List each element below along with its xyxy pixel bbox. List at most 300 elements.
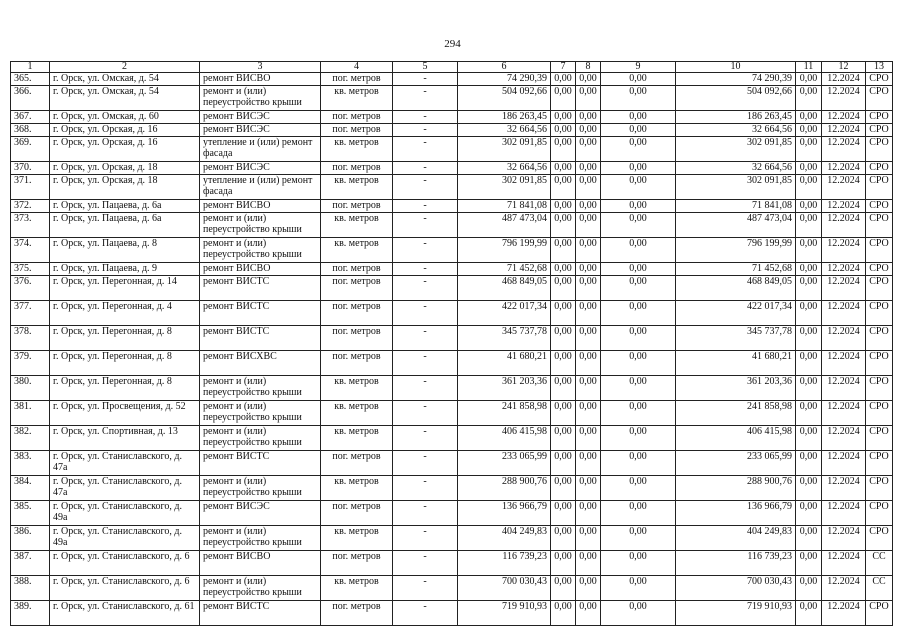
method-cell: СРО: [866, 276, 893, 301]
total-cell: 302 091,85: [676, 175, 796, 200]
unit-cell: кв. метров: [321, 86, 393, 111]
amount-cell: 0,00: [601, 601, 676, 626]
total-cell: 345 737,78: [676, 326, 796, 351]
unit-cell: пог. метров: [321, 111, 393, 124]
amount-cell: 0,00: [796, 73, 822, 86]
address-cell: г. Орск, ул. Пацаева, д. 9: [50, 263, 200, 276]
address-cell: г. Орск, ул. Перегонная, д. 4: [50, 301, 200, 326]
row-number-cell: 380.: [11, 376, 50, 401]
method-cell: СРО: [866, 401, 893, 426]
address-cell: г. Орск, ул. Орская, д. 16: [50, 137, 200, 162]
amount-cell: 0,00: [796, 238, 822, 263]
method-cell: СРО: [866, 501, 893, 526]
amount-cell: 0,00: [551, 526, 576, 551]
unit-cell: пог. метров: [321, 263, 393, 276]
amount-cell: 0,00: [576, 263, 601, 276]
total-cell: 406 415,98: [676, 426, 796, 451]
work-type-cell: ремонт ВИСЭС: [200, 124, 321, 137]
amount-cell: 0,00: [796, 451, 822, 476]
address-cell: г. Орск, ул. Орская, д. 18: [50, 175, 200, 200]
quantity-cell: -: [393, 326, 458, 351]
method-cell: СРО: [866, 601, 893, 626]
amount-cell: 0,00: [551, 162, 576, 175]
amount-cell: 0,00: [551, 200, 576, 213]
amount-cell: 0,00: [551, 451, 576, 476]
total-cell: 186 263,45: [676, 111, 796, 124]
quantity-cell: -: [393, 111, 458, 124]
cost-cell: 302 091,85: [458, 137, 551, 162]
amount-cell: 0,00: [551, 73, 576, 86]
deadline-cell: 12.2024: [822, 86, 866, 111]
amount-cell: 0,00: [601, 551, 676, 576]
deadline-cell: 12.2024: [822, 124, 866, 137]
work-type-cell: ремонт ВИСЭС: [200, 501, 321, 526]
amount-cell: 0,00: [601, 263, 676, 276]
amount-cell: 0,00: [576, 351, 601, 376]
row-number-cell: 385.: [11, 501, 50, 526]
repair-register-table: [10, 61, 893, 626]
deadline-cell: 12.2024: [822, 137, 866, 162]
deadline-cell: 12.2024: [822, 213, 866, 238]
method-cell: СРО: [866, 426, 893, 451]
work-type-cell: ремонт и (или) переустройство крыши: [200, 526, 321, 551]
work-type-cell: ремонт ВИСТС: [200, 276, 321, 301]
deadline-cell: 12.2024: [822, 376, 866, 401]
table-row: [11, 376, 893, 401]
method-cell: СС: [866, 551, 893, 576]
amount-cell: 0,00: [796, 175, 822, 200]
unit-cell: кв. метров: [321, 401, 393, 426]
amount-cell: 0,00: [601, 301, 676, 326]
amount-cell: 0,00: [576, 175, 601, 200]
column-number-header: 13: [866, 62, 893, 73]
cost-cell: 71 841,08: [458, 200, 551, 213]
cost-cell: 288 900,76: [458, 476, 551, 501]
total-cell: 32 664,56: [676, 162, 796, 175]
work-type-cell: ремонт ВИСТС: [200, 301, 321, 326]
total-cell: 71 841,08: [676, 200, 796, 213]
work-type-cell: ремонт ВИСЭС: [200, 162, 321, 175]
address-cell: г. Орск, ул. Омская, д. 60: [50, 111, 200, 124]
work-type-cell: ремонт ВИСТС: [200, 451, 321, 476]
method-cell: СРО: [866, 200, 893, 213]
work-type-cell: ремонт ВИСВО: [200, 73, 321, 86]
address-cell: г. Орск, ул. Пацаева, д. 6а: [50, 213, 200, 238]
quantity-cell: -: [393, 263, 458, 276]
deadline-cell: 12.2024: [822, 401, 866, 426]
total-cell: 487 473,04: [676, 213, 796, 238]
amount-cell: 0,00: [601, 576, 676, 601]
quantity-cell: -: [393, 301, 458, 326]
amount-cell: 0,00: [601, 326, 676, 351]
table-row: [11, 426, 893, 451]
amount-cell: 0,00: [601, 451, 676, 476]
work-type-cell: ремонт ВИСЭС: [200, 111, 321, 124]
total-cell: 302 091,85: [676, 137, 796, 162]
deadline-cell: 12.2024: [822, 175, 866, 200]
row-number-cell: 372.: [11, 200, 50, 213]
total-cell: 422 017,34: [676, 301, 796, 326]
amount-cell: 0,00: [601, 376, 676, 401]
column-number-header-row: [11, 62, 893, 73]
table-row: [11, 137, 893, 162]
total-cell: 468 849,05: [676, 276, 796, 301]
amount-cell: 0,00: [796, 526, 822, 551]
table-row: [11, 276, 893, 301]
total-cell: 361 203,36: [676, 376, 796, 401]
deadline-cell: 12.2024: [822, 73, 866, 86]
total-cell: 71 452,68: [676, 263, 796, 276]
unit-cell: пог. метров: [321, 551, 393, 576]
amount-cell: 0,00: [796, 601, 822, 626]
method-cell: СРО: [866, 476, 893, 501]
amount-cell: 0,00: [601, 124, 676, 137]
amount-cell: 0,00: [576, 301, 601, 326]
work-type-cell: ремонт и (или) переустройство крыши: [200, 376, 321, 401]
amount-cell: 0,00: [796, 476, 822, 501]
quantity-cell: -: [393, 238, 458, 263]
amount-cell: 0,00: [576, 376, 601, 401]
unit-cell: пог. метров: [321, 162, 393, 175]
cost-cell: 796 199,99: [458, 238, 551, 263]
address-cell: г. Орск, ул. Станиславского, д. 6: [50, 551, 200, 576]
amount-cell: 0,00: [576, 601, 601, 626]
work-type-cell: ремонт и (или) переустройство крыши: [200, 401, 321, 426]
unit-cell: кв. метров: [321, 476, 393, 501]
amount-cell: 0,00: [796, 263, 822, 276]
unit-cell: пог. метров: [321, 200, 393, 213]
address-cell: г. Орск, ул. Пацаева, д. 8: [50, 238, 200, 263]
table-row: [11, 576, 893, 601]
quantity-cell: -: [393, 476, 458, 501]
unit-cell: кв. метров: [321, 426, 393, 451]
amount-cell: 0,00: [601, 111, 676, 124]
quantity-cell: -: [393, 501, 458, 526]
row-number-cell: 382.: [11, 426, 50, 451]
cost-cell: 41 680,21: [458, 351, 551, 376]
column-number-header: 12: [822, 62, 866, 73]
quantity-cell: -: [393, 73, 458, 86]
amount-cell: 0,00: [601, 137, 676, 162]
deadline-cell: 12.2024: [822, 601, 866, 626]
amount-cell: 0,00: [551, 124, 576, 137]
cost-cell: 233 065,99: [458, 451, 551, 476]
row-number-cell: 366.: [11, 86, 50, 111]
amount-cell: 0,00: [796, 213, 822, 238]
row-number-cell: 365.: [11, 73, 50, 86]
column-number-header: 10: [676, 62, 796, 73]
deadline-cell: 12.2024: [822, 451, 866, 476]
amount-cell: 0,00: [551, 137, 576, 162]
total-cell: 241 858,98: [676, 401, 796, 426]
method-cell: СРО: [866, 175, 893, 200]
amount-cell: 0,00: [796, 162, 822, 175]
quantity-cell: -: [393, 276, 458, 301]
amount-cell: 0,00: [576, 124, 601, 137]
unit-cell: пог. метров: [321, 276, 393, 301]
table-row: [11, 326, 893, 351]
deadline-cell: 12.2024: [822, 501, 866, 526]
total-cell: 116 739,23: [676, 551, 796, 576]
column-number-header: 1: [11, 62, 50, 73]
amount-cell: 0,00: [576, 426, 601, 451]
quantity-cell: -: [393, 376, 458, 401]
deadline-cell: 12.2024: [822, 526, 866, 551]
amount-cell: 0,00: [796, 551, 822, 576]
address-cell: г. Орск, ул. Орская, д. 18: [50, 162, 200, 175]
amount-cell: 0,00: [796, 124, 822, 137]
unit-cell: кв. метров: [321, 175, 393, 200]
table-row: [11, 213, 893, 238]
deadline-cell: 12.2024: [822, 301, 866, 326]
deadline-cell: 12.2024: [822, 238, 866, 263]
unit-cell: пог. метров: [321, 451, 393, 476]
row-number-cell: 369.: [11, 137, 50, 162]
total-cell: 233 065,99: [676, 451, 796, 476]
amount-cell: 0,00: [551, 326, 576, 351]
amount-cell: 0,00: [576, 401, 601, 426]
method-cell: СРО: [866, 238, 893, 263]
table-row: [11, 526, 893, 551]
amount-cell: 0,00: [576, 200, 601, 213]
amount-cell: 0,00: [551, 276, 576, 301]
amount-cell: 0,00: [601, 351, 676, 376]
quantity-cell: -: [393, 351, 458, 376]
amount-cell: 0,00: [601, 501, 676, 526]
column-number-header: 4: [321, 62, 393, 73]
method-cell: СРО: [866, 73, 893, 86]
unit-cell: кв. метров: [321, 213, 393, 238]
table-row: [11, 476, 893, 501]
deadline-cell: 12.2024: [822, 576, 866, 601]
amount-cell: 0,00: [601, 238, 676, 263]
amount-cell: 0,00: [796, 376, 822, 401]
cost-cell: 241 858,98: [458, 401, 551, 426]
amount-cell: 0,00: [601, 213, 676, 238]
total-cell: 136 966,79: [676, 501, 796, 526]
address-cell: г. Орск, ул. Омская, д. 54: [50, 86, 200, 111]
amount-cell: 0,00: [796, 351, 822, 376]
cost-cell: 361 203,36: [458, 376, 551, 401]
address-cell: г. Орск, ул. Станиславского, д. 47а: [50, 451, 200, 476]
cost-cell: 422 017,34: [458, 301, 551, 326]
row-number-cell: 375.: [11, 263, 50, 276]
address-cell: г. Орск, ул. Станиславского, д. 49а: [50, 501, 200, 526]
amount-cell: 0,00: [551, 476, 576, 501]
work-type-cell: ремонт и (или) переустройство крыши: [200, 576, 321, 601]
table-row: [11, 301, 893, 326]
total-cell: 796 199,99: [676, 238, 796, 263]
table-row: [11, 601, 893, 626]
amount-cell: 0,00: [551, 376, 576, 401]
amount-cell: 0,00: [551, 576, 576, 601]
amount-cell: 0,00: [796, 426, 822, 451]
deadline-cell: 12.2024: [822, 426, 866, 451]
row-number-cell: 379.: [11, 351, 50, 376]
quantity-cell: -: [393, 213, 458, 238]
amount-cell: 0,00: [576, 501, 601, 526]
work-type-cell: ремонт ВИСТС: [200, 601, 321, 626]
column-number-header: 8: [576, 62, 601, 73]
unit-cell: пог. метров: [321, 124, 393, 137]
cost-cell: 32 664,56: [458, 162, 551, 175]
table-row: [11, 451, 893, 476]
deadline-cell: 12.2024: [822, 263, 866, 276]
address-cell: г. Орск, ул. Станиславского, д. 49а: [50, 526, 200, 551]
unit-cell: пог. метров: [321, 326, 393, 351]
amount-cell: 0,00: [576, 476, 601, 501]
work-type-cell: ремонт и (или) переустройство крыши: [200, 238, 321, 263]
amount-cell: 0,00: [796, 326, 822, 351]
method-cell: СРО: [866, 301, 893, 326]
column-number-header: 5: [393, 62, 458, 73]
column-number-header: 3: [200, 62, 321, 73]
row-number-cell: 370.: [11, 162, 50, 175]
amount-cell: 0,00: [551, 175, 576, 200]
amount-cell: 0,00: [796, 576, 822, 601]
address-cell: г. Орск, ул. Станиславского, д. 6: [50, 576, 200, 601]
work-type-cell: ремонт и (или) переустройство крыши: [200, 86, 321, 111]
quantity-cell: -: [393, 200, 458, 213]
cost-cell: 700 030,43: [458, 576, 551, 601]
row-number-cell: 387.: [11, 551, 50, 576]
method-cell: СРО: [866, 124, 893, 137]
deadline-cell: 12.2024: [822, 351, 866, 376]
work-type-cell: ремонт и (или) переустройство крыши: [200, 213, 321, 238]
address-cell: г. Орск, ул. Перегонная, д. 14: [50, 276, 200, 301]
work-type-cell: ремонт ВИСВО: [200, 263, 321, 276]
row-number-cell: 374.: [11, 238, 50, 263]
address-cell: г. Орск, ул. Просвещения, д. 52: [50, 401, 200, 426]
page-number: 294: [444, 38, 461, 50]
row-number-cell: 371.: [11, 175, 50, 200]
quantity-cell: -: [393, 601, 458, 626]
table-row: [11, 124, 893, 137]
unit-cell: пог. метров: [321, 601, 393, 626]
deadline-cell: 12.2024: [822, 551, 866, 576]
amount-cell: 0,00: [576, 73, 601, 86]
amount-cell: 0,00: [576, 86, 601, 111]
amount-cell: 0,00: [551, 238, 576, 263]
row-number-cell: 383.: [11, 451, 50, 476]
quantity-cell: -: [393, 551, 458, 576]
row-number-cell: 389.: [11, 601, 50, 626]
row-number-cell: 376.: [11, 276, 50, 301]
unit-cell: пог. метров: [321, 501, 393, 526]
quantity-cell: -: [393, 426, 458, 451]
cost-cell: 74 290,39: [458, 73, 551, 86]
cost-cell: 32 664,56: [458, 124, 551, 137]
unit-cell: кв. метров: [321, 376, 393, 401]
amount-cell: 0,00: [601, 426, 676, 451]
amount-cell: 0,00: [551, 426, 576, 451]
table-row: [11, 401, 893, 426]
table-row: [11, 351, 893, 376]
work-type-cell: ремонт и (или) переустройство крыши: [200, 476, 321, 501]
amount-cell: 0,00: [551, 263, 576, 276]
amount-cell: 0,00: [601, 86, 676, 111]
address-cell: г. Орск, ул. Омская, д. 54: [50, 73, 200, 86]
deadline-cell: 12.2024: [822, 200, 866, 213]
method-cell: СРО: [866, 526, 893, 551]
amount-cell: 0,00: [551, 86, 576, 111]
quantity-cell: -: [393, 86, 458, 111]
row-number-cell: 381.: [11, 401, 50, 426]
quantity-cell: -: [393, 401, 458, 426]
amount-cell: 0,00: [576, 137, 601, 162]
table-row: [11, 238, 893, 263]
deadline-cell: 12.2024: [822, 476, 866, 501]
amount-cell: 0,00: [796, 200, 822, 213]
amount-cell: 0,00: [796, 401, 822, 426]
table-row: [11, 86, 893, 111]
total-cell: 504 092,66: [676, 86, 796, 111]
amount-cell: 0,00: [551, 301, 576, 326]
unit-cell: кв. метров: [321, 137, 393, 162]
work-type-cell: ремонт ВИСВО: [200, 200, 321, 213]
column-number-header: 11: [796, 62, 822, 73]
method-cell: СРО: [866, 111, 893, 124]
amount-cell: 0,00: [551, 401, 576, 426]
amount-cell: 0,00: [576, 576, 601, 601]
cost-cell: 719 910,93: [458, 601, 551, 626]
amount-cell: 0,00: [576, 213, 601, 238]
amount-cell: 0,00: [551, 111, 576, 124]
amount-cell: 0,00: [601, 526, 676, 551]
amount-cell: 0,00: [796, 86, 822, 111]
deadline-cell: 12.2024: [822, 326, 866, 351]
amount-cell: 0,00: [576, 162, 601, 175]
unit-cell: пог. метров: [321, 351, 393, 376]
cost-cell: 406 415,98: [458, 426, 551, 451]
amount-cell: 0,00: [551, 213, 576, 238]
total-cell: 74 290,39: [676, 73, 796, 86]
work-type-cell: ремонт ВИСВО: [200, 551, 321, 576]
total-cell: 700 030,43: [676, 576, 796, 601]
amount-cell: 0,00: [796, 111, 822, 124]
total-cell: 288 900,76: [676, 476, 796, 501]
amount-cell: 0,00: [576, 111, 601, 124]
table-row: [11, 263, 893, 276]
amount-cell: 0,00: [796, 301, 822, 326]
quantity-cell: -: [393, 137, 458, 162]
cost-cell: 404 249,83: [458, 526, 551, 551]
method-cell: СРО: [866, 137, 893, 162]
unit-cell: кв. метров: [321, 576, 393, 601]
amount-cell: 0,00: [551, 551, 576, 576]
table-row: [11, 175, 893, 200]
unit-cell: кв. метров: [321, 526, 393, 551]
address-cell: г. Орск, ул. Перегонная, д. 8: [50, 326, 200, 351]
table-row: [11, 73, 893, 86]
cost-cell: 468 849,05: [458, 276, 551, 301]
unit-cell: пог. метров: [321, 73, 393, 86]
column-number-header: 9: [601, 62, 676, 73]
table-row: [11, 111, 893, 124]
cost-cell: 487 473,04: [458, 213, 551, 238]
amount-cell: 0,00: [601, 200, 676, 213]
cost-cell: 186 263,45: [458, 111, 551, 124]
cost-cell: 504 092,66: [458, 86, 551, 111]
amount-cell: 0,00: [796, 501, 822, 526]
row-number-cell: 373.: [11, 213, 50, 238]
method-cell: СРО: [866, 86, 893, 111]
address-cell: г. Орск, ул. Станиславского, д. 47а: [50, 476, 200, 501]
method-cell: СРО: [866, 162, 893, 175]
amount-cell: 0,00: [551, 501, 576, 526]
address-cell: г. Орск, ул. Станиславского, д. 61: [50, 601, 200, 626]
amount-cell: 0,00: [796, 137, 822, 162]
